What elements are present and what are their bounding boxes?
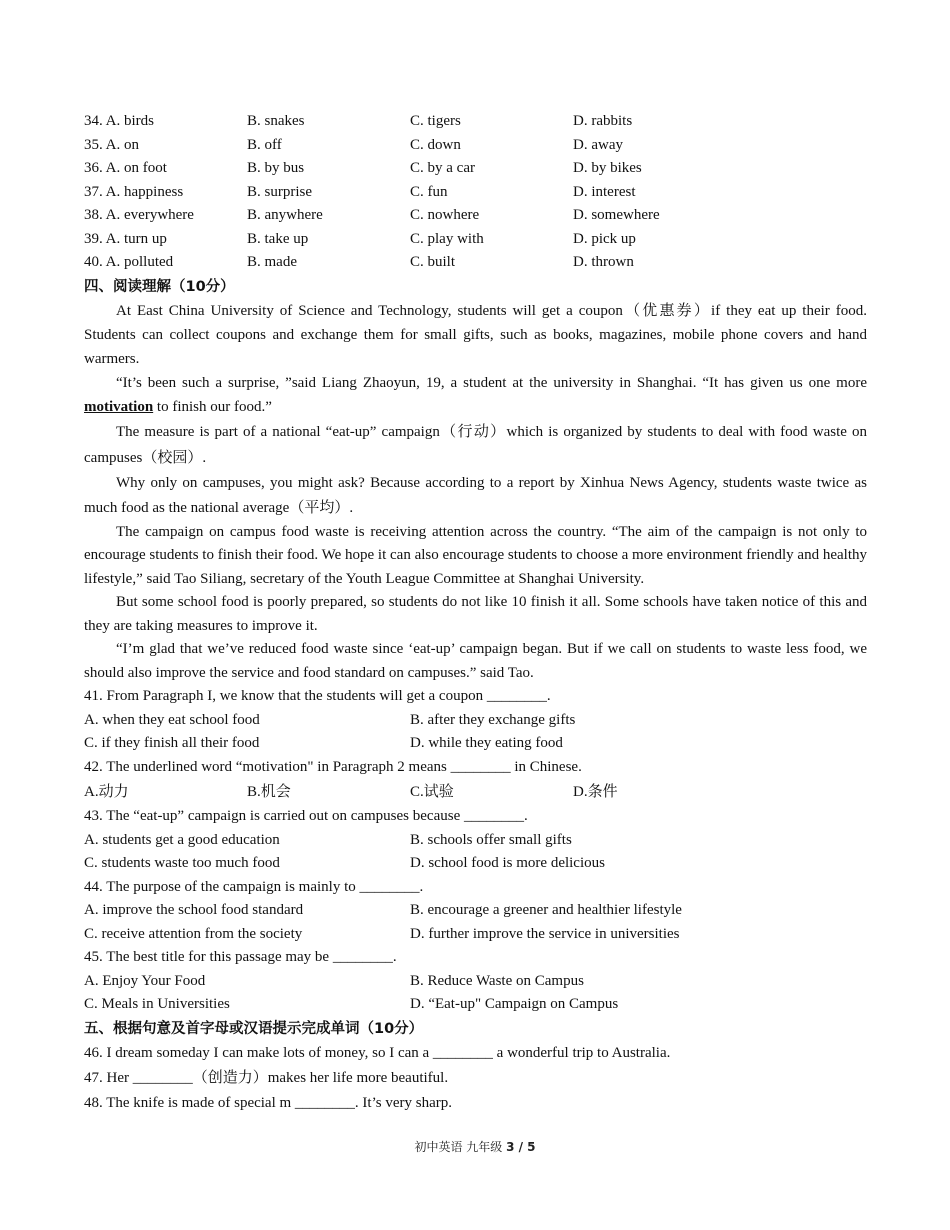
option-c: C. Meals in Universities — [84, 996, 230, 1012]
option-row — [84, 181, 867, 205]
option-row — [84, 157, 867, 181]
option-b: B. anywhere — [247, 207, 323, 223]
option-a: A. students get a good education — [84, 831, 280, 848]
option-c: C. nowhere — [410, 207, 480, 223]
question-42 — [84, 756, 867, 806]
question-44 — [84, 876, 867, 947]
option-b: B. Reduce Waste on Campus — [410, 972, 584, 989]
option-b: B. encourage a greener and healthier lifestyle — [410, 902, 682, 918]
option-a: A. when they eat school food — [84, 711, 260, 728]
option-c: C. tigers — [410, 113, 461, 129]
option-d: D. pick up — [573, 230, 636, 247]
completion-item: 46. I dream someday I can make lots of money, so I can a ________ a wonderful trip to Australia. — [84, 1044, 671, 1061]
paragraph-2-text-end: to finish our food.” — [153, 398, 272, 415]
option-row — [84, 204, 867, 228]
option-d: D. while they eating food — [410, 735, 563, 751]
option-row — [84, 970, 867, 994]
section-5-title: 五、根据句意及首字母或汉语提示完成单词（10分） — [84, 1020, 424, 1037]
question-stem: 41. From Paragraph I, we know that the students will get a coupon ________. — [84, 688, 551, 704]
option-d: D. somewhere — [573, 207, 660, 223]
option-c: C. by a car — [410, 160, 475, 176]
option-row — [84, 852, 867, 876]
option-c: C. down — [410, 136, 461, 153]
reading-passage — [84, 299, 867, 686]
option-a: 34. A. birds — [84, 113, 155, 129]
option-c: C. built — [410, 254, 456, 270]
section-4-title: 四、阅读理解（10分） — [84, 278, 235, 295]
word-completion-list — [84, 1041, 867, 1116]
vocab-options-block — [84, 110, 867, 275]
option-d: D. further improve the service in universities — [410, 925, 680, 942]
paragraph-2 — [84, 371, 867, 419]
option-c: C.试验 — [410, 784, 454, 800]
option-b: B. after they exchange gifts — [410, 711, 576, 728]
option-row — [84, 110, 867, 134]
option-d: D. school food is more delicious — [410, 855, 605, 871]
option-d: D. by bikes — [573, 160, 642, 176]
option-b: B. take up — [247, 230, 309, 247]
option-b: B. by bus — [247, 160, 305, 176]
option-c: C. play with — [410, 230, 484, 247]
option-c: C. if they finish all their food — [84, 735, 260, 751]
option-a: A.动力 — [84, 784, 129, 800]
page-number: 3 / 5 — [506, 1140, 536, 1154]
paragraph-7: “I’m glad that we’ve reduced food waste since ‘eat-up’ campaign began. But if we call on students to waste less food, we should also improve the service and food standard on campuses.” said Tao. — [84, 641, 867, 681]
option-b: B. surprise — [247, 183, 312, 200]
option-a: 39. A. turn up — [84, 230, 167, 247]
paragraph-4: Why only on campuses, you might ask? Because according to a report by Xinhua News Agency, students waste twice as much food as the national average（平均）. — [84, 474, 867, 516]
completion-item: 47. Her ________（创造力）makes her life more beautiful. — [84, 1069, 449, 1086]
option-row — [84, 923, 867, 947]
option-row — [84, 829, 867, 853]
option-b: B. snakes — [247, 113, 305, 129]
option-a: A. improve the school food standard — [84, 902, 304, 918]
paragraph-3: The measure is part of a national “eat-up” campaign（行动）which is organized by students to deal with food waste on campuses（校园）. — [84, 423, 867, 466]
option-c: C. students waste too much food — [84, 855, 280, 871]
option-row — [84, 732, 867, 756]
option-a: 40. A. polluted — [84, 254, 174, 270]
question-stem: 43. The “eat-up” campaign is carried out on campuses because ________. — [84, 808, 528, 824]
footer-label: 初中英语 九年级 — [414, 1140, 507, 1154]
paragraph-5: The campaign on campus food waste is receiving attention across the country. “The aim of the campaign is not only to encourage students to finish their food. We hope it can also encourage students to choose a more environment friendly and healthy lifestyle,” said Tao Siliang, secretary of the Youth League Committee at Shanghai University. — [84, 523, 867, 587]
option-a: 38. A. everywhere — [84, 207, 194, 223]
option-c: C. fun — [410, 183, 448, 200]
option-a: 37. A. happiness — [84, 183, 184, 200]
option-a: 36. A. on foot — [84, 160, 167, 176]
completion-item: 48. The knife is made of special m ________. It’s very sharp. — [84, 1094, 452, 1111]
question-41 — [84, 685, 867, 756]
question-stem: 42. The underlined word “motivation" in Paragraph 2 means ________ in Chinese. — [84, 758, 582, 775]
question-43 — [84, 805, 867, 876]
option-d: D. interest — [573, 183, 636, 200]
underlined-word: motivation — [84, 398, 154, 415]
option-b: B.机会 — [247, 784, 291, 800]
option-b: B. made — [247, 254, 297, 270]
question-45 — [84, 946, 867, 1017]
option-b: B. schools offer small gifts — [410, 831, 572, 848]
option-row — [84, 134, 867, 158]
option-a: A. Enjoy Your Food — [84, 972, 206, 989]
option-row — [84, 228, 867, 252]
option-c: C. receive attention from the society — [84, 925, 303, 942]
option-d: D. “Eat-up" Campaign on Campus — [410, 996, 619, 1012]
option-row — [84, 251, 867, 275]
option-b: B. off — [247, 136, 282, 153]
option-d: D. rabbits — [573, 113, 633, 129]
page-footer — [0, 1138, 950, 1155]
option-row — [84, 899, 867, 923]
paragraph-2-text: “It’s been such a surprise, ”said Liang Zhaoyun, 19, a student at the university in Shanghai. “It has given us one more — [116, 374, 867, 391]
option-row — [84, 709, 867, 733]
option-row — [84, 779, 867, 805]
paragraph-1: At East China University of Science and Technology, students will get a coupon（优惠券）if they eat up their food. Students can collect coupons and exchange them for small gifts, such as books, magazines, mobile phone covers and hand warmers. — [84, 302, 867, 367]
option-d: D.条件 — [573, 784, 618, 800]
paragraph-6: But some school food is poorly prepared, so students do not like 10 finish it all. Some schools have taken notice of this and they are taking measures to improve it. — [84, 594, 867, 634]
option-a: 35. A. on — [84, 136, 140, 153]
question-stem: 44. The purpose of the campaign is mainly to ________. — [84, 878, 424, 895]
question-stem: 45. The best title for this passage may be ________. — [84, 949, 397, 965]
option-d: D. away — [573, 136, 623, 153]
option-row — [84, 993, 867, 1017]
option-d: D. thrown — [573, 254, 634, 270]
exam-page — [84, 110, 867, 1116]
